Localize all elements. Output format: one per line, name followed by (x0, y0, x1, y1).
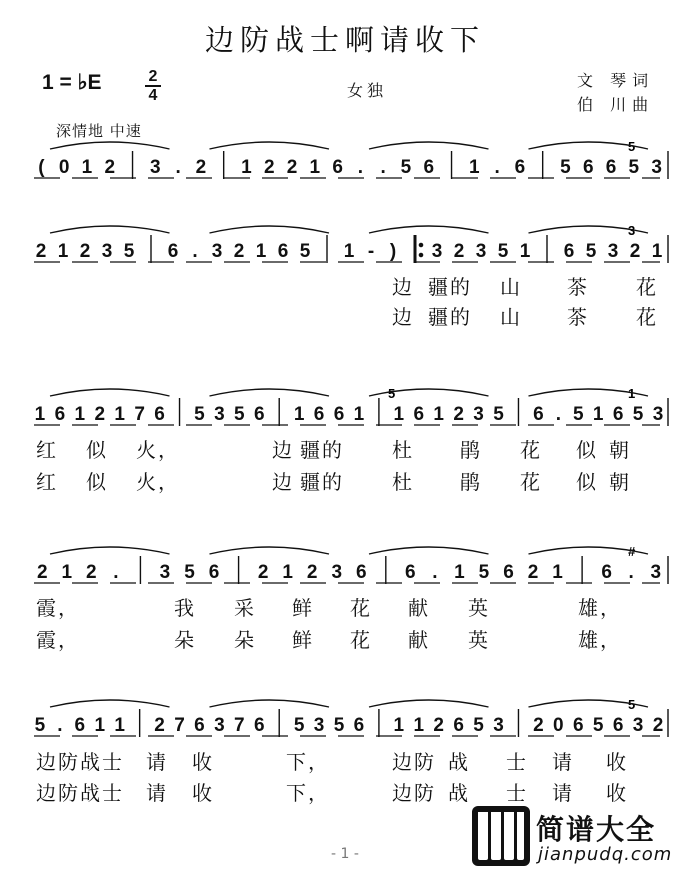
dot-extension: . (113, 562, 119, 583)
note: 3 (159, 562, 171, 583)
note: 6 (194, 715, 205, 736)
note: 1 (34, 404, 46, 425)
note: 1 (74, 404, 86, 425)
note: 1 (114, 404, 126, 425)
note: 6 (405, 562, 416, 583)
lyric-syllable: 花 (520, 438, 542, 462)
note: 1 (343, 241, 355, 262)
repeat-dot (419, 253, 422, 256)
note: 3 (651, 157, 662, 178)
lyric-syllable: 边防战士 (36, 781, 124, 805)
note: 6 (612, 715, 624, 736)
note: 6 (333, 404, 345, 425)
note: 3 (493, 715, 504, 736)
lyric-syllable: 边防 (392, 750, 436, 774)
note: 7 (234, 715, 245, 736)
note: 3 (431, 241, 443, 262)
dot-extension: . (628, 562, 634, 583)
slur (369, 547, 489, 554)
grace-note: 5 (388, 386, 396, 401)
grace-note: 5 (628, 697, 636, 712)
song-title: 边防战士啊请收下 (204, 23, 485, 57)
repeat-dot (419, 243, 422, 246)
lyric-syllable: 收 (192, 750, 214, 774)
lyric-syllable: 茶 (567, 305, 589, 329)
note: 5 (194, 404, 205, 425)
note: 5 (497, 241, 509, 262)
lyric-syllable: 朵 (174, 628, 196, 652)
note: 5 (560, 157, 571, 178)
note: 3 (150, 157, 161, 178)
piano-icon (472, 806, 530, 866)
note: 6 (313, 404, 325, 425)
lyric-syllable: 朝 (609, 438, 631, 462)
note: 5 (123, 241, 135, 262)
lyric-syllable: 边 (392, 275, 414, 299)
lyric-syllable: 请 (552, 781, 574, 805)
lyric-syllable: 似 (86, 438, 108, 462)
performance-note: 女独 (347, 81, 388, 100)
note: 5 (628, 157, 640, 178)
note: 2 (629, 241, 641, 262)
lyric-syllable: 疆的 (300, 438, 344, 462)
dot-extension: . (380, 157, 386, 178)
note: 1 (293, 404, 305, 425)
grace-note: 5 (628, 139, 636, 154)
lyric-syllable: 雄， (578, 628, 622, 652)
page-number: - 1 - (331, 846, 359, 862)
dot-extension: . (57, 715, 63, 736)
note: 6 (332, 157, 343, 178)
composer-credit: 伯 川曲 (577, 95, 655, 114)
lyric-syllable: 战 (448, 781, 470, 805)
lyric-syllable: 下， (286, 781, 330, 805)
note: 6 (503, 562, 514, 583)
note: 1 (57, 241, 69, 262)
lyric-syllable: 英 (468, 628, 490, 652)
lyric-syllable: 请 (552, 750, 574, 774)
dot-extension: . (357, 157, 364, 178)
note: 6 (74, 715, 86, 736)
note: 5 (473, 715, 484, 736)
slur (369, 142, 489, 149)
note: 1 (413, 715, 425, 736)
note: 1 (282, 562, 293, 583)
slur (50, 389, 170, 396)
note: 3 (652, 404, 664, 425)
notes-layer (35, 139, 664, 736)
note: 5 (632, 404, 644, 425)
lyric-syllable: 花 (350, 596, 372, 620)
note: 6 (582, 157, 594, 178)
note: 2 (104, 157, 116, 178)
grace-note: # (628, 544, 636, 559)
lyric-syllable: 雄， (578, 596, 622, 620)
note: 5 (234, 404, 245, 425)
note: 2 (86, 562, 97, 583)
lyric-syllable: 似 (86, 470, 108, 494)
note: 6 (167, 241, 179, 262)
slur (50, 547, 170, 554)
note: 2 (306, 562, 318, 583)
lyric-syllable: 边防 (392, 781, 436, 805)
note: 2 (286, 157, 298, 178)
grace-note: 3 (628, 223, 636, 238)
slur (210, 226, 330, 233)
slur (369, 389, 489, 396)
slur (210, 700, 330, 707)
note: 2 (195, 157, 207, 178)
lyric-syllable: 似 (576, 470, 598, 494)
lyric-syllable: 花 (636, 275, 658, 299)
note: 1 (433, 404, 445, 425)
meter-top: 2 (148, 68, 158, 85)
lyric-syllable: 花 (636, 305, 658, 329)
note: 3 (475, 241, 487, 262)
lyric-syllable: 收 (606, 781, 628, 805)
note: 1 (519, 241, 531, 262)
lyric-syllable: 鲜 (292, 628, 314, 652)
note: 2 (453, 404, 464, 425)
lyric-syllable: 花 (520, 470, 542, 494)
note: 2 (652, 715, 664, 736)
lyric-syllable: 鹃 (460, 438, 482, 462)
note: 1 (592, 404, 604, 425)
lyric-syllable: 收 (192, 781, 214, 805)
note: 2 (79, 241, 91, 262)
lyric-syllable: 士 (506, 750, 528, 774)
lyric-syllable: 收 (606, 750, 628, 774)
lyric-syllable: 鹃 (460, 470, 482, 494)
note: 5 (34, 715, 46, 736)
note: 6 (208, 562, 220, 583)
note: 5 (333, 715, 345, 736)
lyric-syllable: 朝 (609, 470, 631, 494)
lyric-syllable: 士 (506, 781, 528, 805)
note: 1 (309, 157, 321, 178)
note: 2 (154, 715, 165, 736)
note: 6 (533, 404, 544, 425)
note: 5 (585, 241, 597, 262)
note: 6 (277, 241, 289, 262)
note: 1 (81, 157, 93, 178)
lyric-syllable: 请 (146, 781, 168, 805)
note: 3 (632, 715, 644, 736)
note: 3 (101, 241, 113, 262)
lyric-syllable: 红 (36, 438, 58, 462)
lyric-syllable: 火， (136, 470, 180, 494)
dash-extension: - (367, 241, 375, 262)
watermark-logo (472, 806, 684, 868)
note: 3 (214, 404, 225, 425)
lyric-syllable: 边防战士 (36, 750, 124, 774)
note: 5 (293, 715, 305, 736)
note: 6 (353, 715, 365, 736)
note: 5 (572, 404, 584, 425)
lyric-syllable: 杜 (392, 438, 414, 462)
lyric-syllable: 鲜 (292, 596, 314, 620)
lyric-syllable: 杜 (392, 470, 414, 494)
lyric-syllable: 我 (174, 596, 196, 620)
note: 6 (572, 715, 584, 736)
lyric-syllable: 边 (392, 305, 414, 329)
lyric-syllable: 红 (36, 470, 58, 494)
note: 1 (454, 562, 465, 583)
note: 6 (612, 404, 624, 425)
lyric-syllable: 英 (468, 596, 490, 620)
note: 6 (423, 157, 435, 178)
note: 1 (469, 157, 480, 178)
note: 6 (54, 404, 66, 425)
lyric-syllable: 下， (286, 750, 330, 774)
note: 6 (605, 157, 617, 178)
note: 6 (514, 157, 526, 178)
note: 1 (353, 404, 365, 425)
note: 2 (527, 562, 539, 583)
lyric-syllable: 战 (448, 750, 470, 774)
watermark-brand: 简谱大全 (536, 813, 657, 846)
slur (210, 547, 330, 554)
note: 1 (393, 404, 405, 425)
note: 3 (607, 241, 619, 262)
note: 1 (94, 715, 106, 736)
note: 7 (134, 404, 145, 425)
note: 2 (35, 241, 47, 262)
lyric-syllable: 疆的 (428, 305, 472, 329)
dot-extension: . (494, 157, 500, 178)
note: ) (389, 241, 397, 262)
grace-note: 1 (628, 386, 636, 401)
note: 3 (473, 404, 484, 425)
note: 1 (393, 715, 405, 736)
dot-extension: . (555, 404, 561, 425)
note: 3 (650, 562, 662, 583)
key-signature: 1 = ♭E (42, 71, 102, 94)
dot-extension: . (192, 241, 198, 262)
lyric-syllable: 花 (350, 628, 372, 652)
note: 5 (184, 562, 195, 583)
lyric-syllable: 边 (272, 470, 294, 494)
dot-extension: . (432, 562, 438, 583)
slur (210, 389, 330, 396)
note: 0 (553, 715, 564, 736)
lyric-syllable: 山 (500, 305, 522, 329)
note: 3 (331, 562, 343, 583)
lyricist-credit: 文 琴词 (577, 71, 655, 90)
note: 2 (433, 715, 445, 736)
note: 1 (61, 562, 73, 583)
slur (369, 226, 489, 233)
note: 3 (214, 715, 225, 736)
tempo-marking: 深情地 中速 (56, 122, 142, 140)
lyric-syllable: 采 (234, 596, 256, 620)
note: 1 (255, 241, 267, 262)
note: 1 (552, 562, 563, 583)
note: 5 (299, 241, 311, 262)
note: 1 (651, 241, 663, 262)
meter-bottom: 4 (148, 87, 158, 104)
lyric-syllable: 霞， (36, 628, 80, 652)
note: 1 (114, 715, 126, 736)
note: 5 (478, 562, 490, 583)
note: 2 (94, 404, 106, 425)
note: 2 (36, 562, 48, 583)
lyric-syllable: 茶 (567, 275, 589, 299)
note: 7 (174, 715, 185, 736)
note: 5 (493, 404, 504, 425)
lyric-syllable: 霞， (36, 596, 80, 620)
note: 2 (453, 241, 465, 262)
note: 6 (253, 715, 265, 736)
note: 2 (533, 715, 544, 736)
dot-extension: . (175, 157, 181, 178)
note: 6 (253, 404, 265, 425)
lyric-syllable: 献 (408, 596, 430, 620)
note: 0 (58, 157, 70, 178)
note: 6 (154, 404, 165, 425)
lyric-syllable: 请 (146, 750, 168, 774)
watermark-url: jianpudq.com (538, 844, 673, 865)
note: 6 (601, 562, 612, 583)
note: 6 (453, 715, 464, 736)
note: 1 (241, 157, 252, 178)
lyric-syllable: 朵 (234, 628, 256, 652)
slur (210, 142, 330, 149)
lyric-syllable: 似 (576, 438, 598, 462)
lyric-syllable: 火， (136, 438, 180, 462)
note: 5 (400, 157, 412, 178)
note: 3 (313, 715, 325, 736)
slur (369, 700, 489, 707)
note: 2 (233, 241, 245, 262)
note: 2 (257, 562, 269, 583)
slur (50, 700, 170, 707)
lyric-syllable: 疆的 (300, 470, 344, 494)
note: ( (38, 157, 45, 178)
lyric-syllable: 疆的 (428, 275, 472, 299)
note: 6 (563, 241, 575, 262)
note: 6 (355, 562, 367, 583)
slur (50, 142, 170, 149)
note: 2 (263, 157, 275, 178)
note: 6 (413, 404, 425, 425)
note: 5 (592, 715, 604, 736)
slur (50, 226, 170, 233)
lyric-syllable: 献 (408, 628, 430, 652)
note: 3 (211, 241, 223, 262)
lyric-syllable: 边 (272, 438, 294, 462)
lyric-syllable: 山 (500, 275, 522, 299)
